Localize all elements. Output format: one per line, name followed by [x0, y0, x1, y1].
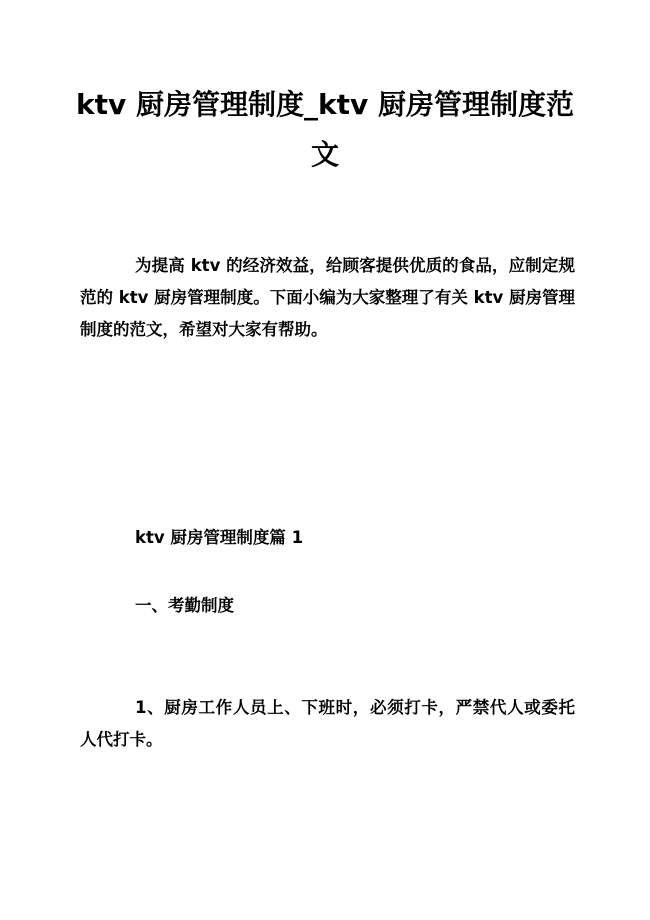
subsection-heading: 一、考勤制度	[135, 596, 234, 615]
intro-paragraph: 为提高 ktv 的经济效益，给顾客提供优质的食品，应制定规范的 ktv 厨房管理制度。下面小编为大家整理了有关 ktv 厨房管理制度的范文，希望对大家有帮助。	[80, 256, 575, 339]
document-title: ktv 厨房管理制度_ktv 厨房管理制度范文	[75, 88, 574, 171]
rule-paragraph: 1、厨房工作人员上、下班时，必须打卡，严禁代人或委托人代打卡。	[80, 698, 575, 749]
section-heading: ktv 厨房管理制度篇 1	[135, 528, 304, 547]
